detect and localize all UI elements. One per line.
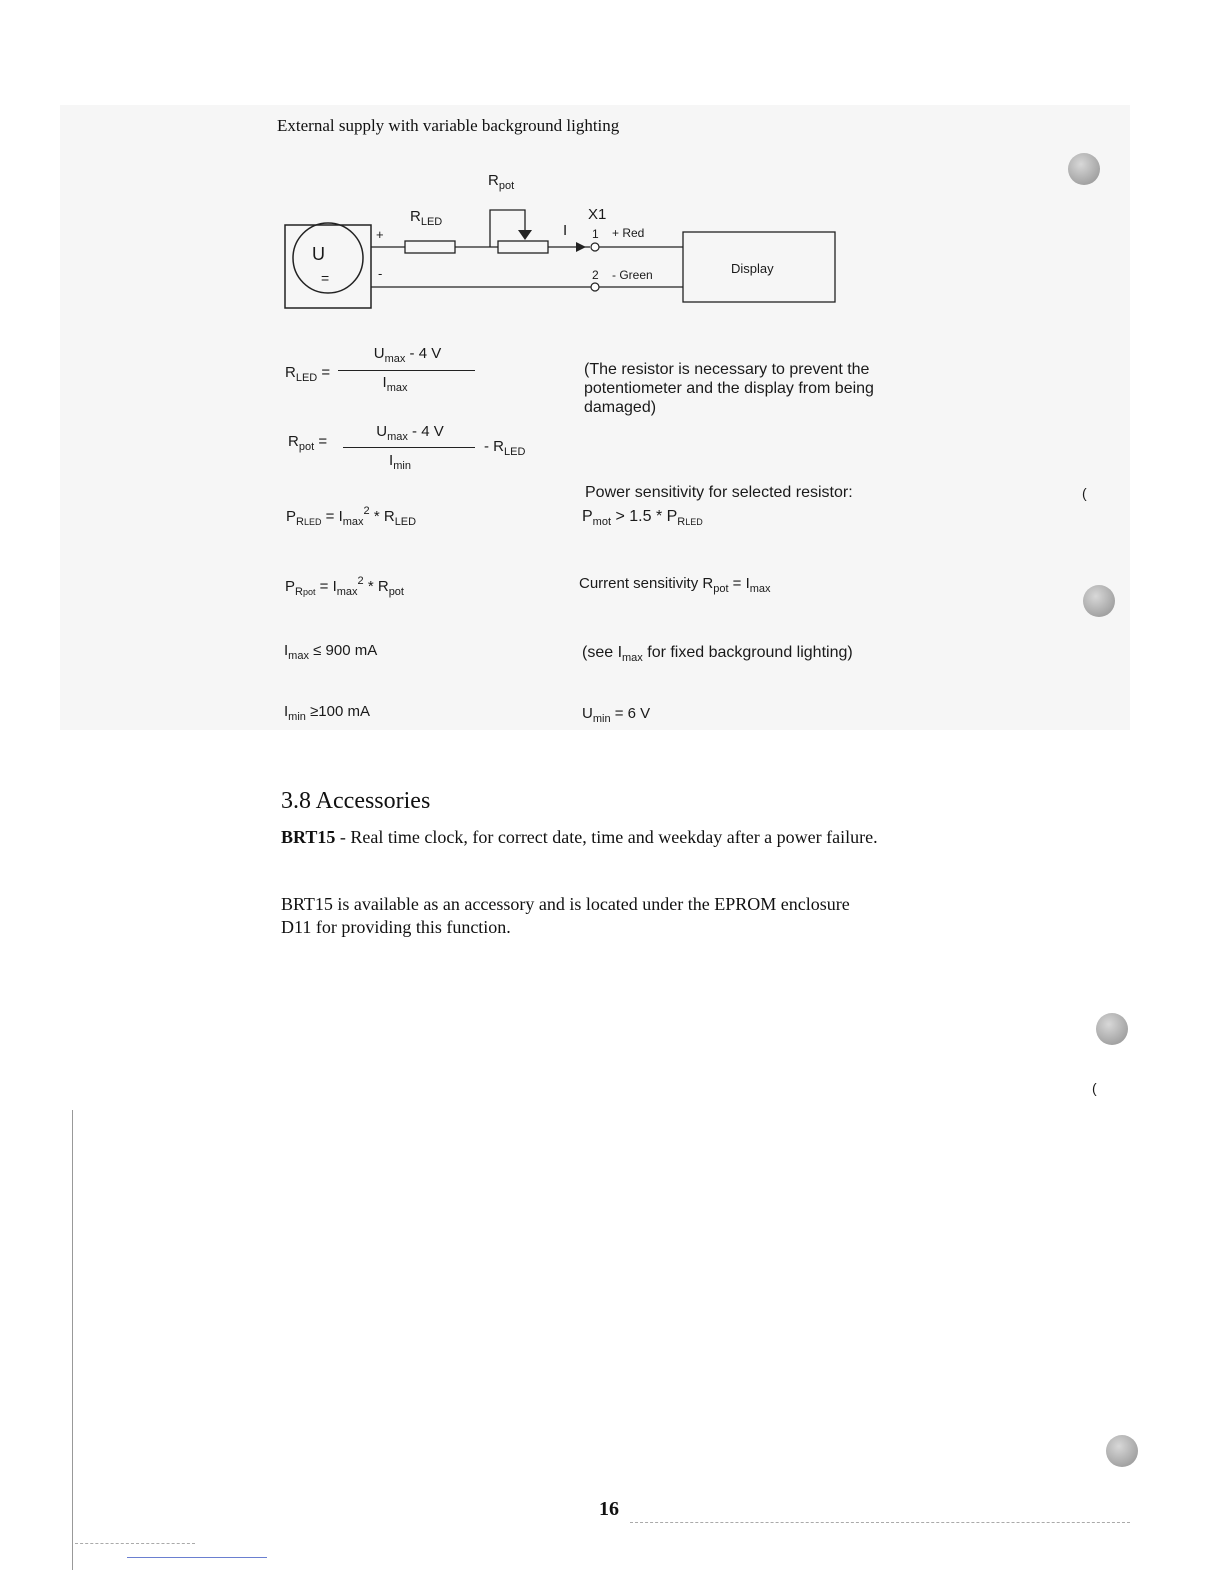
wiper-arrow-icon [518,230,532,240]
margin-mark: ( [1082,485,1087,501]
imax-limit: $I_{max} \le 900$ mA [284,642,378,662]
binder-hole-icon [1096,1013,1128,1045]
current-label: I [563,222,568,239]
rpot-denominator: $I_{min}$ [389,452,411,472]
prled-formula: $P_{RLED} = I_{max}^2 * R_{LED}$ [286,505,417,528]
scan-blue-line [127,1557,267,1558]
rpot-formula-tail: - $R_{LED}$ [484,438,526,458]
accessories-paragraph-2: BRT15 is available as an accessory and is located under the EPROM enclosure D11 for providing this function. [281,894,850,937]
binder-hole-icon [1083,585,1115,617]
current-sensitivity: Current sensitivity $R_{pot} = I_{max}$ [579,575,771,595]
connector-label: X1 [588,206,607,223]
scan-dash-line [630,1522,1130,1523]
margin-mark: ( [1092,1080,1097,1096]
rled-formula-lhs: $R_{LED}$ = [285,364,331,384]
see-imax-note: (see $I_{max}$ for fixed background lighting) [582,644,853,664]
pin1-wire-label: + Red [612,226,645,240]
r-pot-label: $R_{pot}$ [488,172,515,192]
source-symbol: U [312,244,325,264]
accessories-heading: 3.8 Accessories [281,788,431,814]
accessories-paragraph-1: BRT15 - Real time clock, for correct date, time and weekday after a power failure. [281,827,878,847]
rled-numerator: $U_{max} - 4$ V [373,345,442,365]
r-led-label: $R_{LED}$ [410,208,443,228]
current-arrow-icon [576,242,586,252]
prpot-formula: $P_{Rpot} = I_{max}^2 * R_{pot}$ [285,575,404,598]
circuit-diagram [280,170,850,310]
pin2-label: 2 [592,268,599,282]
terminal-2-icon [591,283,599,291]
umin-value: $U_{min} = 6$ V [582,705,651,725]
page-number: 16 [599,1498,619,1520]
rled-denominator: $I_{max}$ [382,374,408,394]
terminal-1-icon [591,243,599,251]
plus-sign: + [376,227,384,242]
resistor-note: (The resistor is necessary to prevent the potentiometer and the display from being damaged) [584,361,874,416]
display-label: Display [731,261,774,276]
pin1-label: 1 [592,227,599,241]
potentiometer-icon [498,241,548,253]
resistor-led-icon [405,241,455,253]
scan-dash-line [75,1543,195,1544]
supply-box [285,225,371,308]
section-caption: External supply with variable background lighting [277,116,620,135]
fraction-bar [343,447,475,448]
binder-hole-icon [1068,153,1100,185]
rpot-formula-lhs: $R_{pot}$ = [288,433,328,453]
rpot-numerator: $U_{max} - 4$ V [376,423,444,443]
pin2-wire-label: - Green [612,268,653,282]
minus-sign: - [378,266,383,281]
fraction-bar [338,370,475,371]
power-sensitivity-title: Power sensitivity for selected resistor: [585,484,853,501]
power-sensitivity-formula: $P_{mot} > 1.5 * P_{RLED}$ [582,508,703,528]
source-dc-symbol: = [321,270,330,286]
binder-hole-icon [1106,1435,1138,1467]
imin-limit: $I_{min} \ge 100$ mA [284,703,371,723]
margin-line [72,1110,73,1570]
